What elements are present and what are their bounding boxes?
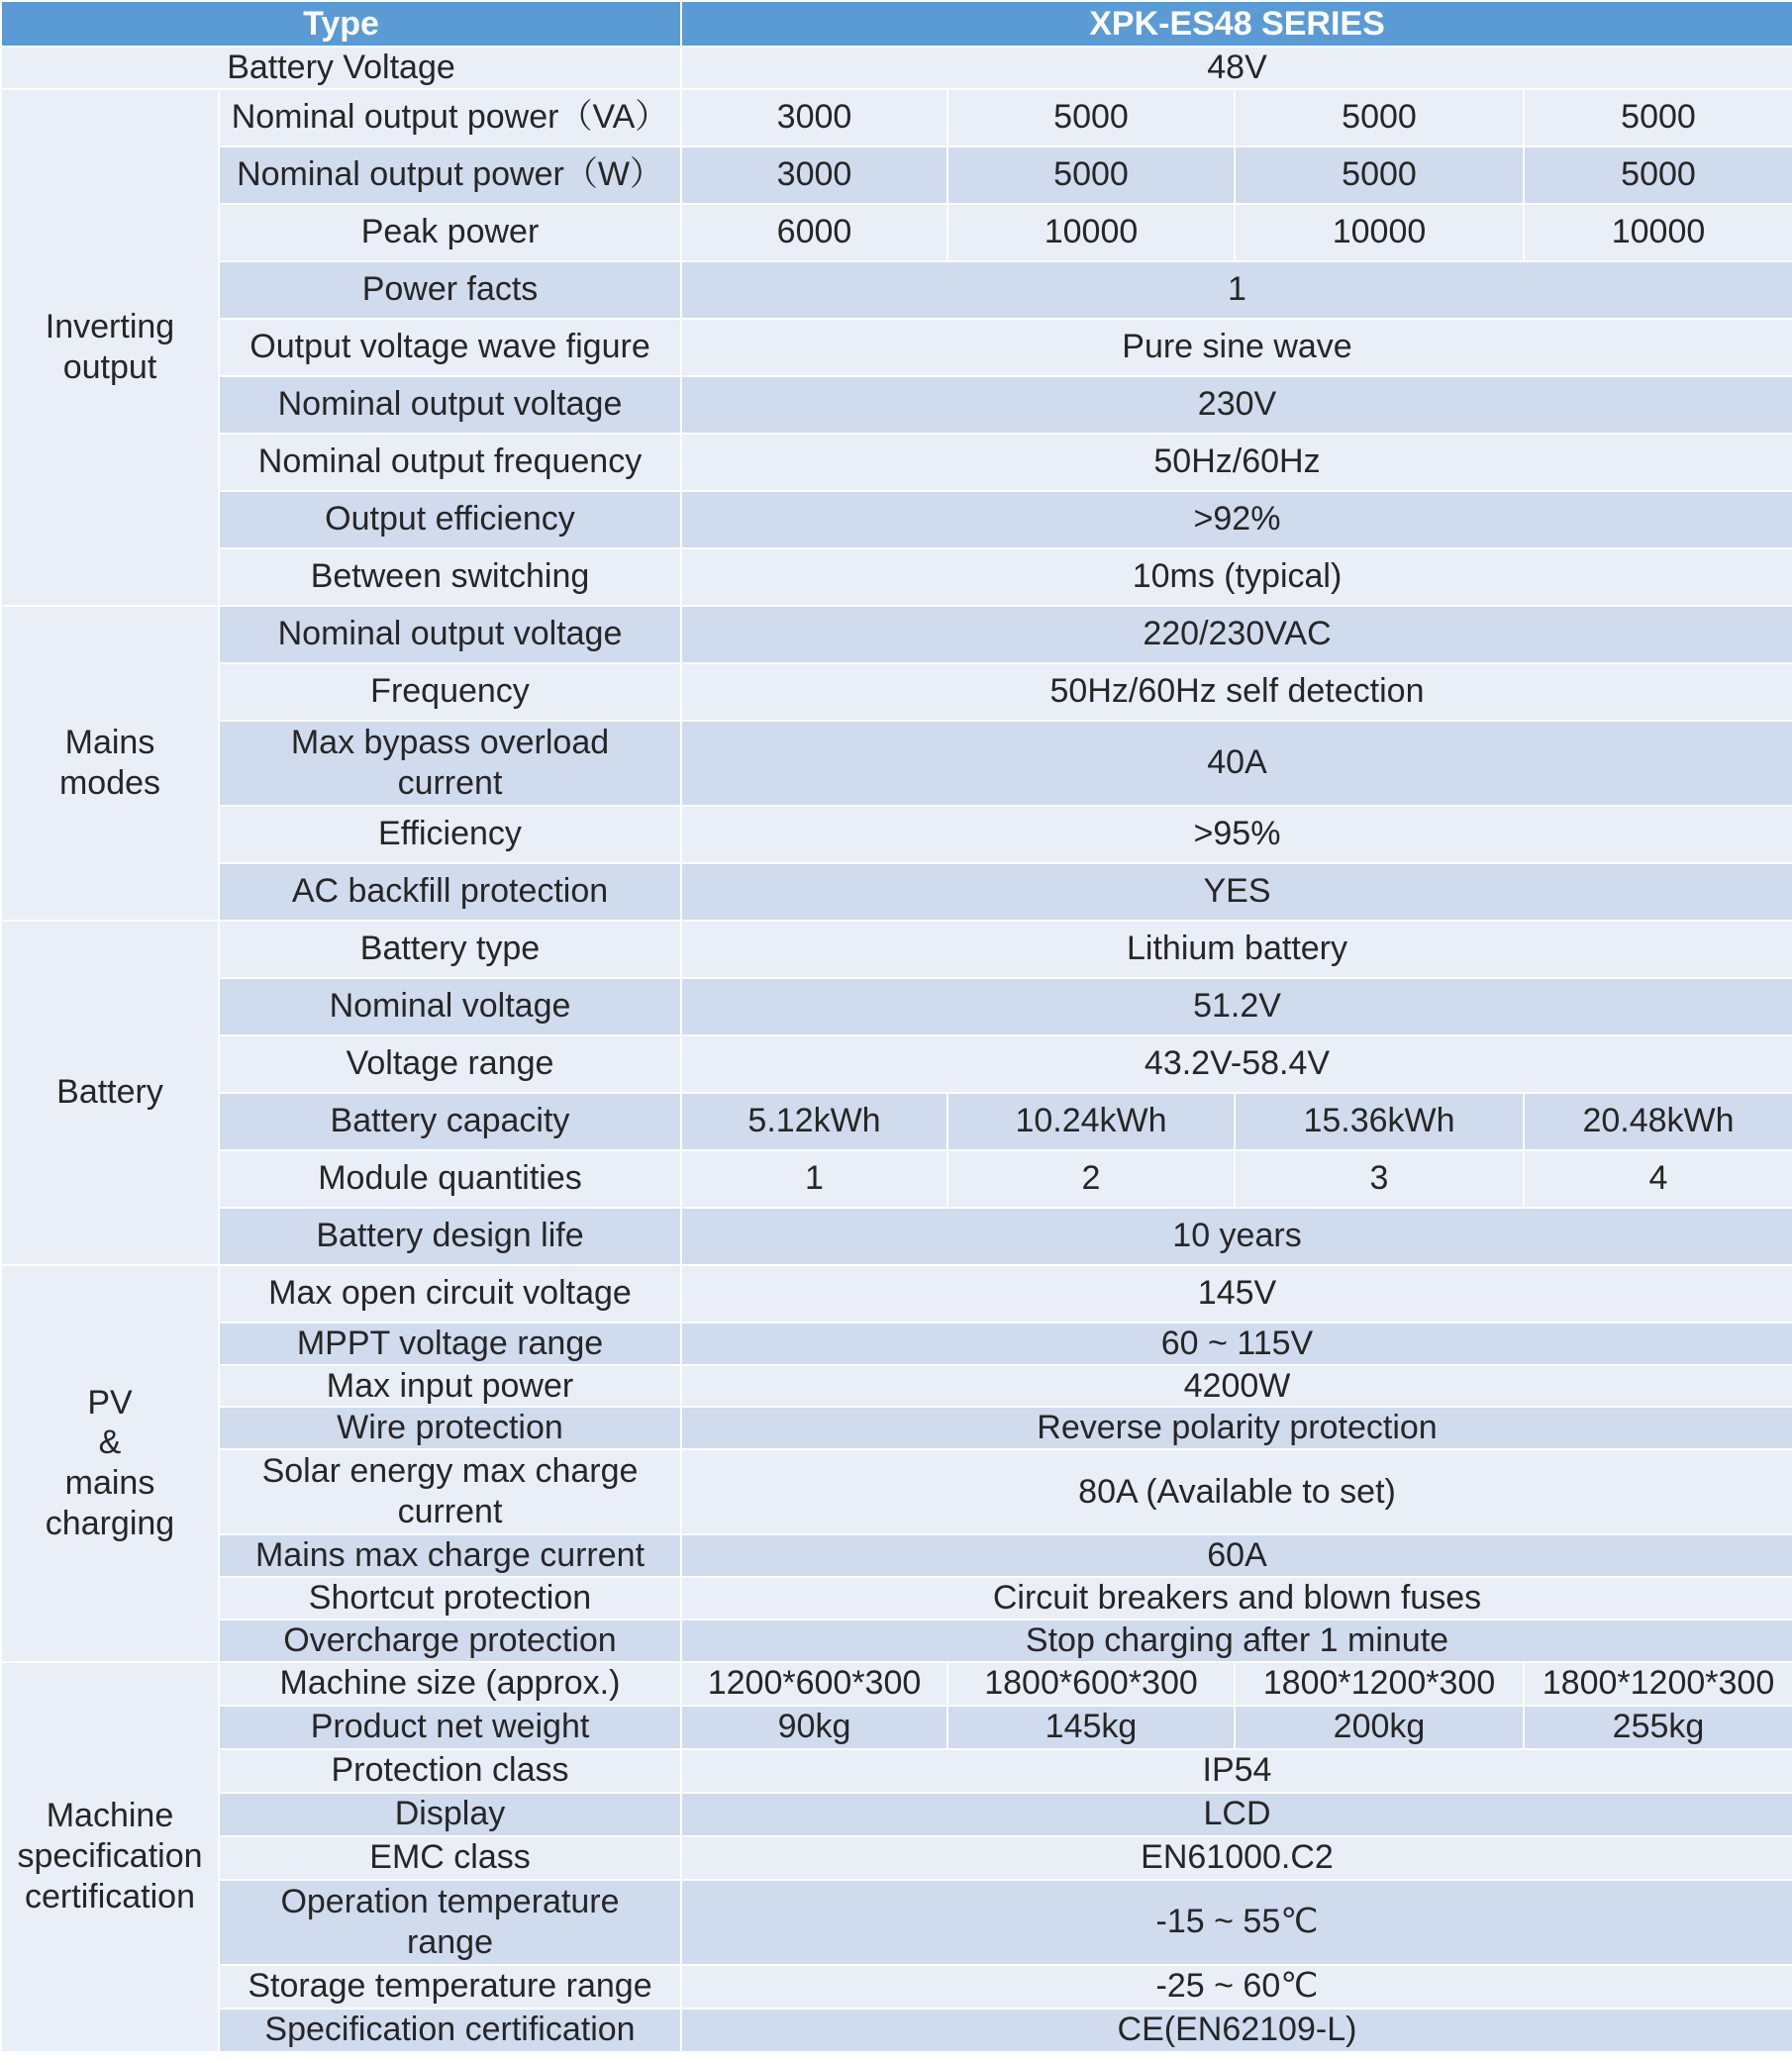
row-value: 90kg [681, 1706, 947, 1749]
row-label: Storage temperature range [219, 1965, 681, 2009]
spec-row [1, 1208, 1792, 1265]
spec-row [1, 1662, 1792, 1706]
row-value: Pure sine wave [681, 319, 1792, 376]
row-label: Output efficiency [219, 491, 681, 548]
row-label: AC backfill protection [219, 863, 681, 921]
spec-row [1, 921, 1792, 978]
spec-row [1, 1706, 1792, 1749]
row-value: 4200W [681, 1365, 1792, 1408]
spec-row [1, 1265, 1792, 1323]
spec-row [1, 1150, 1792, 1208]
row-value: 230V [681, 376, 1792, 434]
row-value: Reverse polarity protection [681, 1407, 1792, 1449]
row-value: 10ms (typical) [681, 548, 1792, 606]
row-value: LCD [681, 1793, 1792, 1836]
row-label: Output voltage wave figure [219, 319, 681, 376]
row-value: 10000 [947, 204, 1235, 261]
spec-row [1, 1323, 1792, 1365]
row-value: 1 [681, 261, 1792, 319]
row-value: EN61000.C2 [681, 1836, 1792, 1880]
row-value: 80A (Available to set) [681, 1449, 1792, 1534]
row-value: 145V [681, 1265, 1792, 1323]
row-label: Max open circuit voltage [219, 1265, 681, 1323]
spec-row [1, 806, 1792, 863]
row-label: Peak power [219, 204, 681, 261]
row-label: Protection class [219, 1749, 681, 1793]
row-value: 255kg [1524, 1706, 1792, 1749]
row-value: 2 [947, 1150, 1235, 1208]
row-label: Solar energy max charge current [219, 1449, 681, 1534]
row-value: 20.48kWh [1524, 1093, 1792, 1150]
row-label: Module quantities [219, 1150, 681, 1208]
spec-row [1, 1880, 1792, 1965]
group-label-pv: PV & mains charging [1, 1265, 219, 1662]
row-value: 1200*600*300 [681, 1662, 947, 1706]
row-value: 1800*1200*300 [1524, 1662, 1792, 1706]
row-value: 5000 [1524, 89, 1792, 147]
row-label: Overcharge protection [219, 1619, 681, 1662]
row-label: Nominal voltage [219, 978, 681, 1035]
row-value: 10000 [1524, 204, 1792, 261]
row-label: Max bypass overload current [219, 721, 681, 806]
row-label: Battery Voltage [1, 47, 681, 89]
row-label: Product net weight [219, 1706, 681, 1749]
row-value: 5000 [947, 147, 1235, 204]
row-label: Machine size (approx.) [219, 1662, 681, 1706]
spec-row [1, 1035, 1792, 1093]
spec-row [1, 1619, 1792, 1662]
row-value: 3 [1235, 1150, 1524, 1208]
row-value: 6000 [681, 204, 947, 261]
row-label: Wire protection [219, 1407, 681, 1449]
spec-row [1, 1407, 1792, 1449]
row-value: >92% [681, 491, 1792, 548]
spec-row [1, 491, 1792, 548]
row-value: 51.2V [681, 978, 1792, 1035]
spec-row [1, 978, 1792, 1035]
row-value: 10 years [681, 1208, 1792, 1265]
row-value: 60 ~ 115V [681, 1323, 1792, 1365]
row-value: >95% [681, 806, 1792, 863]
spec-sections [1, 89, 1792, 2052]
group-label-inverting: Inverting output [1, 89, 219, 606]
row-value: 5000 [1235, 89, 1524, 147]
spec-row [1, 721, 1792, 806]
spec-row [1, 606, 1792, 663]
series-header: XPK-ES48 SERIES [681, 1, 1792, 47]
row-label: Max input power [219, 1365, 681, 1408]
row-value: 5000 [947, 89, 1235, 147]
group-label-battery: Battery [1, 921, 219, 1265]
row-value: -15 ~ 55℃ [681, 1880, 1792, 1965]
row-value: 1800*600*300 [947, 1662, 1235, 1706]
spec-row [1, 147, 1792, 204]
row-value: Stop charging after 1 minute [681, 1619, 1792, 1662]
row-label: EMC class [219, 1836, 681, 1880]
type-header: Type [1, 1, 681, 47]
row-label: Mains max charge current [219, 1534, 681, 1577]
row-label: Battery type [219, 921, 681, 978]
row-label: Nominal output voltage [219, 606, 681, 663]
row-label: Shortcut protection [219, 1577, 681, 1619]
row-value: 220/230VAC [681, 606, 1792, 663]
row-value: 48V [681, 47, 1792, 89]
row-label: Nominal output power（W） [219, 147, 681, 204]
spec-row [1, 1836, 1792, 1880]
row-label: Voltage range [219, 1035, 681, 1093]
row-value: 60A [681, 1534, 1792, 1577]
row-value: 15.36kWh [1235, 1093, 1524, 1150]
row-label: Power facts [219, 261, 681, 319]
spec-row [1, 1577, 1792, 1619]
row-label: Nominal output frequency [219, 434, 681, 491]
spec-row [1, 1793, 1792, 1836]
row-label: Between switching [219, 548, 681, 606]
row-value: 50Hz/60Hz self detection [681, 663, 1792, 721]
row-value: 200kg [1235, 1706, 1524, 1749]
spec-row [1, 1093, 1792, 1150]
row-label: Specification certification [219, 2009, 681, 2052]
row-value: Circuit breakers and blown fuses [681, 1577, 1792, 1619]
row-value: 40A [681, 721, 1792, 806]
row-value: 3000 [681, 89, 947, 147]
row-value: 43.2V-58.4V [681, 1035, 1792, 1093]
spec-row [1, 548, 1792, 606]
row-label: Display [219, 1793, 681, 1836]
row-label: Battery capacity [219, 1093, 681, 1150]
row-label: Efficiency [219, 806, 681, 863]
row-value: 5000 [1524, 147, 1792, 204]
row-value: IP54 [681, 1749, 1792, 1793]
spec-row [1, 1749, 1792, 1793]
row-value: 1 [681, 1150, 947, 1208]
group-label-machine: Machine specification certification [1, 1662, 219, 2052]
row-value: 4 [1524, 1150, 1792, 1208]
spec-row [1, 319, 1792, 376]
row-label: Frequency [219, 663, 681, 721]
row-value: 3000 [681, 147, 947, 204]
spec-row [1, 1965, 1792, 2009]
row-value: 1800*1200*300 [1235, 1662, 1524, 1706]
spec-row [1, 1449, 1792, 1534]
spec-row [1, 1365, 1792, 1408]
row-value: -25 ~ 60℃ [681, 1965, 1792, 2009]
spec-row [1, 1534, 1792, 1577]
row-value: 145kg [947, 1706, 1235, 1749]
row-value: 5000 [1235, 147, 1524, 204]
group-label-mains: Mains modes [1, 606, 219, 921]
row-label: Battery design life [219, 1208, 681, 1265]
row-label: Operation temperature range [219, 1880, 681, 1965]
spec-row [1, 434, 1792, 491]
spec-row [1, 89, 1792, 147]
spec-row [1, 261, 1792, 319]
row-label: Nominal output voltage [219, 376, 681, 434]
row-label: Nominal output power（VA） [219, 89, 681, 147]
header-row [1, 1, 1792, 47]
spec-row [1, 47, 1792, 89]
row-value: 5.12kWh [681, 1093, 947, 1150]
spec-row [1, 2009, 1792, 2052]
spec-row [1, 376, 1792, 434]
spec-row [1, 663, 1792, 721]
row-value: CE(EN62109-L) [681, 2009, 1792, 2052]
spec-row [1, 863, 1792, 921]
row-value: 10.24kWh [947, 1093, 1235, 1150]
row-value: Lithium battery [681, 921, 1792, 978]
row-label: MPPT voltage range [219, 1323, 681, 1365]
row-value: YES [681, 863, 1792, 921]
spec-row [1, 204, 1792, 261]
row-value: 50Hz/60Hz [681, 434, 1792, 491]
row-value: 10000 [1235, 204, 1524, 261]
